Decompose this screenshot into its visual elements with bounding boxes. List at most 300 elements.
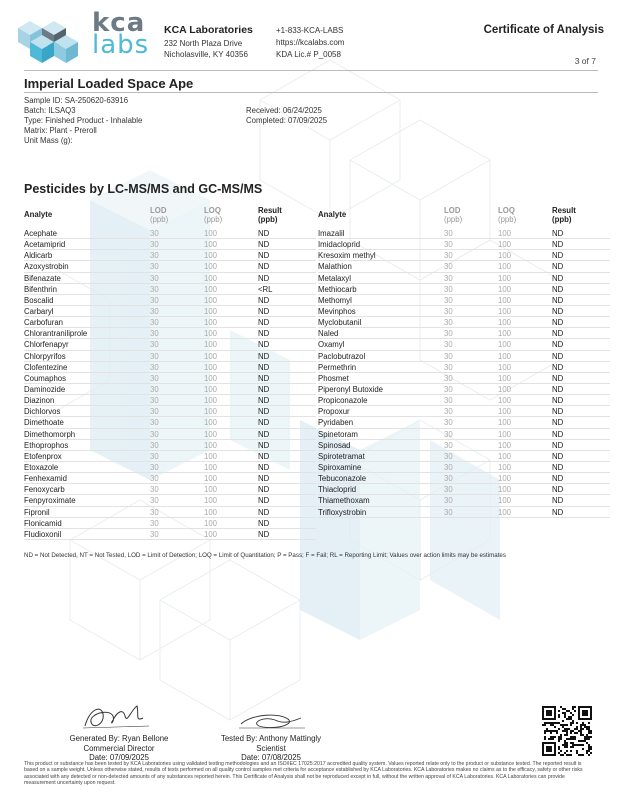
generated-by-date: Date: 07/09/2025 <box>89 753 149 762</box>
result-value: <RL <box>258 284 273 294</box>
loq-value: 100 <box>498 429 512 439</box>
analyte-name: Fludioxonil <box>24 529 62 539</box>
loq-value: 100 <box>498 384 512 394</box>
lod-value: 30 <box>444 295 453 305</box>
analyte-name: Piperonyl Butoxide <box>318 384 384 394</box>
loq-value: 100 <box>498 507 512 517</box>
lod-value: 30 <box>444 340 453 350</box>
analyte-name: Daminozide <box>24 384 66 394</box>
result-value: ND <box>258 496 270 506</box>
analyte-name: Boscalid <box>24 295 54 305</box>
table-row <box>24 317 316 328</box>
analyte-name: Etofenprox <box>24 451 62 461</box>
result-value: ND <box>258 318 270 328</box>
analyte-name: Naled <box>318 329 339 339</box>
lod-value: 30 <box>444 462 453 472</box>
sample-id: Sample ID: SA-250620-63916 <box>24 96 129 105</box>
result-value: ND <box>258 507 270 517</box>
result-value: ND <box>258 418 270 428</box>
result-value: ND <box>552 474 564 484</box>
tested-by-name: Tested By: Anthony Mattingly <box>220 734 322 743</box>
lod-value: 30 <box>150 429 159 439</box>
lod-value: 30 <box>150 251 159 261</box>
analyte-name: Methomyl <box>318 295 352 305</box>
table-row <box>318 284 610 295</box>
lod-value: 30 <box>150 462 159 472</box>
result-value: ND <box>552 373 564 383</box>
analyte-name: Oxamyl <box>318 340 345 350</box>
result-value: ND <box>552 507 564 517</box>
lod-value: 30 <box>150 318 159 328</box>
loq-value: 100 <box>204 306 218 316</box>
result-value: ND <box>552 284 564 294</box>
result-value: ND <box>552 485 564 495</box>
result-value: ND <box>552 329 564 339</box>
table-row <box>318 495 610 506</box>
table-row <box>318 328 610 339</box>
lab-address-line2: Nicholasville, KY 40356 <box>164 50 248 59</box>
page-number: 3 of 7 <box>574 56 596 66</box>
lod-value: 30 <box>150 507 159 517</box>
loq-value: 100 <box>204 451 218 461</box>
result-value: ND <box>552 318 564 328</box>
lod-value: 30 <box>150 418 159 428</box>
lod-value: 30 <box>150 396 159 406</box>
table-row <box>24 306 316 317</box>
col-analyte: Analyte <box>24 210 53 219</box>
analyte-name: Thiamethoxam <box>318 496 370 506</box>
signature-tested-by <box>196 700 346 763</box>
analyte-name: Trifloxystrobin <box>318 507 367 517</box>
col-lod <box>150 206 168 224</box>
tested-by-title: Scientist <box>256 743 286 753</box>
table-row <box>24 384 316 395</box>
loq-value: 100 <box>498 440 512 450</box>
sample-matrix: Matrix: Plant - Preroll <box>24 126 97 135</box>
lod-value: 30 <box>444 373 453 383</box>
loq-value: 100 <box>498 306 512 316</box>
logo-wordmark <box>92 8 150 60</box>
lod-value: 30 <box>444 273 453 283</box>
result-value: ND <box>258 362 270 372</box>
table-row <box>24 373 316 384</box>
result-value: ND <box>552 251 564 261</box>
table-row <box>24 495 316 506</box>
loq-value: 100 <box>498 340 512 350</box>
abbreviation-legend: ND = Not Detected, NT = Not Tested, LOD = Limit of Detection; LOQ = Limit of Quantitation; P = Pass; F = Fail; RL = Reporting Limit; Values over action limits may be estimates <box>24 552 506 559</box>
analyte-name: Azoxystrobin <box>24 262 69 272</box>
col-loq-label: LOQ <box>204 206 221 215</box>
table-row <box>24 228 316 239</box>
lod-value: 30 <box>150 518 159 528</box>
loq-value: 100 <box>498 496 512 506</box>
lod-value: 30 <box>150 295 159 305</box>
tested-by-date: Date: 07/08/2025 <box>241 753 301 762</box>
result-value: ND <box>552 229 564 238</box>
result-value: ND <box>258 229 270 238</box>
table-row <box>318 462 610 473</box>
loq-value: 100 <box>498 462 512 472</box>
analyte-name: Fenoxycarb <box>24 485 65 495</box>
result-value: ND <box>258 485 270 495</box>
table-body <box>318 228 610 518</box>
product-divider <box>24 92 598 93</box>
table-row <box>24 406 316 417</box>
analyte-name: Flonicamid <box>24 518 62 528</box>
loq-value: 100 <box>498 273 512 283</box>
analyte-name: Paclobutrazol <box>318 351 366 361</box>
col-lod <box>444 206 462 224</box>
lod-value: 30 <box>150 373 159 383</box>
analyte-name: Diazinon <box>24 396 55 406</box>
result-value: ND <box>258 429 270 439</box>
analyte-name: Chlorantraniliprole <box>24 329 88 339</box>
sample-info-right <box>246 106 327 126</box>
signature-scribble-icon <box>79 700 159 734</box>
analyte-name: Fipronil <box>24 507 50 517</box>
analyte-name: Carbofuran <box>24 318 64 328</box>
result-value: ND <box>258 451 270 461</box>
analyte-name: Acetamiprid <box>24 240 66 250</box>
analyte-name: Bifenthrin <box>24 284 57 294</box>
result-value: ND <box>552 418 564 428</box>
loq-value: 100 <box>204 284 218 294</box>
lab-name: KCA Laboratories <box>164 24 253 36</box>
result-value: ND <box>552 462 564 472</box>
result-value: ND <box>552 240 564 250</box>
table-row <box>318 239 610 250</box>
loq-value: 100 <box>204 329 218 339</box>
analyte-name: Fenhexamid <box>24 474 67 484</box>
lod-value: 30 <box>150 529 159 539</box>
analyte-name: Chlorfenapyr <box>24 340 69 350</box>
result-value: ND <box>258 273 270 283</box>
table-row <box>318 317 610 328</box>
result-value: ND <box>258 518 270 528</box>
lod-value: 30 <box>150 451 159 461</box>
table-row <box>24 351 316 362</box>
kca-logo <box>14 8 164 64</box>
lod-value: 30 <box>150 407 159 417</box>
result-value: ND <box>258 262 270 272</box>
loq-value: 100 <box>498 262 512 272</box>
loq-value: 100 <box>204 407 218 417</box>
analyte-name: Chlorpyrifos <box>24 351 66 361</box>
analyte-name: Pyridaben <box>318 418 354 428</box>
result-value: ND <box>552 496 564 506</box>
result-value: ND <box>258 295 270 305</box>
table-row <box>318 451 610 462</box>
analyte-name: Coumaphos <box>24 373 67 383</box>
sample-info-left <box>24 96 142 146</box>
analyte-name: Spinosad <box>318 440 351 450</box>
lod-value: 30 <box>150 306 159 316</box>
result-value: ND <box>258 407 270 417</box>
legal-disclaimer: This product or substance has been tested by KCA Laboratories using validated testing methodologies and an ISO/IEC 17025:2017 accredited quality system. Values reported relate only to the product or substance tested. The reported result is based on a sample weight. Unless otherwise stated, results of tests performed on all quality control samples met criteria for acceptance established by KCA Laboratories. KCA Laboratories makes no claims as to the efficacy, safety or other risks associated with any detected or non-detected amounts of any substances reported herein. This Certificate of Analysis shall not be reproduced except in full, without the written approval of KCA Laboratories. KCA Laboratories can provide measurement uncertainty upon request. <box>24 761 583 787</box>
loq-value: 100 <box>498 474 512 484</box>
qr-code-icon[interactable] <box>542 706 592 756</box>
lab-license: KDA Lic.# P_0058 <box>276 50 341 59</box>
table-row <box>318 473 610 484</box>
result-value: ND <box>552 362 564 372</box>
lod-value: 30 <box>444 429 453 439</box>
loq-value: 100 <box>204 462 218 472</box>
lod-value: 30 <box>444 451 453 461</box>
lod-value: 30 <box>444 318 453 328</box>
table-row <box>318 440 610 451</box>
generated-by-title: Commercial Director <box>83 743 155 753</box>
logo-line2: labs <box>92 30 150 60</box>
table-row <box>318 395 610 406</box>
table-row <box>24 250 316 261</box>
loq-value: 100 <box>204 362 218 372</box>
result-value: ND <box>552 262 564 272</box>
table-header <box>24 206 316 228</box>
analyte-name: Dimethomorph <box>24 429 76 439</box>
loq-value: 100 <box>204 251 218 261</box>
table-row <box>24 529 316 540</box>
col-lod-label: LOD <box>150 206 167 215</box>
result-value: ND <box>258 240 270 250</box>
lod-value: 30 <box>444 229 453 238</box>
loq-value: 100 <box>498 229 512 238</box>
result-value: ND <box>552 407 564 417</box>
result-value: ND <box>552 295 564 305</box>
result-value: ND <box>552 306 564 316</box>
result-value: ND <box>552 340 564 350</box>
col-lod-label: LOD <box>444 206 461 215</box>
result-value: ND <box>552 451 564 461</box>
lod-value: 30 <box>444 485 453 495</box>
lod-value: 30 <box>150 440 159 450</box>
lod-value: 30 <box>150 229 159 238</box>
analyte-name: Propoxur <box>318 407 350 417</box>
lod-value: 30 <box>150 384 159 394</box>
lod-value: 30 <box>444 418 453 428</box>
header <box>14 8 604 66</box>
analyte-name: Fenpyroximate <box>24 496 76 506</box>
result-value: ND <box>258 329 270 339</box>
col-loq-unit: (ppb) <box>498 215 517 224</box>
loq-value: 100 <box>204 485 218 495</box>
col-result-label: Result <box>552 206 576 215</box>
table-row <box>24 417 316 428</box>
table-row <box>318 295 610 306</box>
analyte-name: Imidacloprid <box>318 240 361 250</box>
loq-value: 100 <box>204 396 218 406</box>
col-lod-unit: (ppb) <box>150 215 169 224</box>
loq-value: 100 <box>498 329 512 339</box>
product-name: Imperial Loaded Space Ape <box>24 76 194 91</box>
lod-value: 30 <box>444 240 453 250</box>
loq-value: 100 <box>204 384 218 394</box>
table-row <box>318 306 610 317</box>
lod-value: 30 <box>444 262 453 272</box>
logo-line1: kca <box>92 8 146 38</box>
col-result <box>258 206 282 224</box>
sample-received: Received: 06/24/2025 <box>246 106 322 115</box>
loq-value: 100 <box>498 407 512 417</box>
sample-completed: Completed: 07/09/2025 <box>246 116 328 125</box>
table-row <box>318 339 610 350</box>
result-value: ND <box>552 429 564 439</box>
loq-value: 100 <box>498 485 512 495</box>
analyte-name: Kresoxim methyl <box>318 251 376 261</box>
analyte-name: Spirotetramat <box>318 451 365 461</box>
logo-cubes-icon <box>14 12 92 64</box>
loq-value: 100 <box>498 318 512 328</box>
analyte-name: Etoxazole <box>24 462 59 472</box>
col-loq <box>204 206 222 224</box>
lab-phone: +1-833-KCA-LABS <box>276 26 344 35</box>
lod-value: 30 <box>150 474 159 484</box>
loq-value: 100 <box>204 318 218 328</box>
table-row <box>318 373 610 384</box>
loq-value: 100 <box>498 240 512 250</box>
loq-value: 100 <box>498 451 512 461</box>
lod-value: 30 <box>444 284 453 294</box>
col-lod-unit: (ppb) <box>444 215 463 224</box>
pesticide-table-left <box>24 206 316 540</box>
loq-value: 100 <box>498 373 512 383</box>
analyte-name: Malathion <box>318 262 352 272</box>
table-row <box>318 417 610 428</box>
loq-value: 100 <box>204 229 218 238</box>
table-row <box>318 484 610 495</box>
col-result-unit: (ppb) <box>552 215 572 224</box>
lod-value: 30 <box>150 273 159 283</box>
loq-value: 100 <box>498 284 512 294</box>
sample-unit-mass: Unit Mass (g): <box>24 136 73 145</box>
table-row <box>24 484 316 495</box>
table-header <box>318 206 610 228</box>
result-value: ND <box>552 273 564 283</box>
loq-value: 100 <box>204 507 218 517</box>
lab-website[interactable]: https://kcalabs.com <box>276 38 345 47</box>
col-result-label: Result <box>258 206 282 215</box>
lod-value: 30 <box>150 362 159 372</box>
loq-value: 100 <box>498 251 512 261</box>
table-row <box>24 429 316 440</box>
signature-scribble-icon <box>231 700 311 734</box>
result-value: ND <box>258 529 270 539</box>
lod-value: 30 <box>150 262 159 272</box>
loq-value: 100 <box>204 429 218 439</box>
loq-value: 100 <box>204 418 218 428</box>
analyte-name: Thiacloprid <box>318 485 357 495</box>
analyte-name: Spinetoram <box>318 429 358 439</box>
table-row <box>318 250 610 261</box>
table-row <box>24 473 316 484</box>
table-row <box>24 239 316 250</box>
lod-value: 30 <box>150 240 159 250</box>
analyte-name: Tebuconazole <box>318 474 367 484</box>
analyte-name: Clofentezine <box>24 362 68 372</box>
lod-value: 30 <box>444 496 453 506</box>
table-row <box>24 362 316 373</box>
lod-value: 30 <box>444 306 453 316</box>
lod-value: 30 <box>444 329 453 339</box>
lod-value: 30 <box>150 329 159 339</box>
loq-value: 100 <box>204 351 218 361</box>
result-value: ND <box>258 373 270 383</box>
table-row <box>24 518 316 529</box>
analyte-name: Myclobutanil <box>318 318 362 328</box>
table-row <box>24 440 316 451</box>
table-row <box>24 339 316 350</box>
result-value: ND <box>552 351 564 361</box>
table-body <box>24 228 316 540</box>
lod-value: 30 <box>444 362 453 372</box>
lod-value: 30 <box>150 485 159 495</box>
loq-value: 100 <box>204 496 218 506</box>
table-row <box>24 507 316 518</box>
table-row <box>318 362 610 373</box>
analyte-name: Imazalil <box>318 229 345 238</box>
header-divider <box>24 70 598 71</box>
result-value: ND <box>258 340 270 350</box>
lod-value: 30 <box>150 496 159 506</box>
table-row <box>24 328 316 339</box>
document-title: Certificate of Analysis <box>483 24 604 36</box>
pesticide-table-right <box>318 206 610 518</box>
loq-value: 100 <box>204 262 218 272</box>
analyte-name: Acephate <box>24 229 57 238</box>
result-value: ND <box>258 474 270 484</box>
loq-value: 100 <box>498 396 512 406</box>
loq-value: 100 <box>498 351 512 361</box>
col-analyte: Analyte <box>318 210 347 219</box>
sample-type: Type: Finished Product - Inhalable <box>24 116 143 125</box>
col-result-unit: (ppb) <box>258 215 278 224</box>
analyte-name: Spiroxamine <box>318 462 362 472</box>
lod-value: 30 <box>150 284 159 294</box>
table-row <box>318 351 610 362</box>
lod-value: 30 <box>444 407 453 417</box>
loq-value: 100 <box>204 273 218 283</box>
table-row <box>24 395 316 406</box>
col-result <box>552 206 576 224</box>
analyte-name: Bifenazate <box>24 273 61 283</box>
sample-batch: Batch: ILSAQ3 <box>24 106 76 115</box>
result-value: ND <box>552 440 564 450</box>
loq-value: 100 <box>204 295 218 305</box>
table-row <box>24 261 316 272</box>
table-row <box>318 273 610 284</box>
result-value: ND <box>258 351 270 361</box>
result-value: ND <box>258 462 270 472</box>
table-row <box>24 451 316 462</box>
loq-value: 100 <box>204 373 218 383</box>
signature-generated-by <box>44 700 194 763</box>
lod-value: 30 <box>444 507 453 517</box>
loq-value: 100 <box>498 362 512 372</box>
result-value: ND <box>552 384 564 394</box>
col-loq-label: LOQ <box>498 206 515 215</box>
table-row <box>318 261 610 272</box>
table-row <box>24 284 316 295</box>
lod-value: 30 <box>444 351 453 361</box>
analyte-name: Carbaryl <box>24 306 54 316</box>
lod-value: 30 <box>444 396 453 406</box>
loq-value: 100 <box>204 240 218 250</box>
lod-value: 30 <box>444 384 453 394</box>
loq-value: 100 <box>204 440 218 450</box>
loq-value: 100 <box>204 340 218 350</box>
table-row <box>24 462 316 473</box>
analyte-name: Phosmet <box>318 373 349 383</box>
table-row <box>318 384 610 395</box>
